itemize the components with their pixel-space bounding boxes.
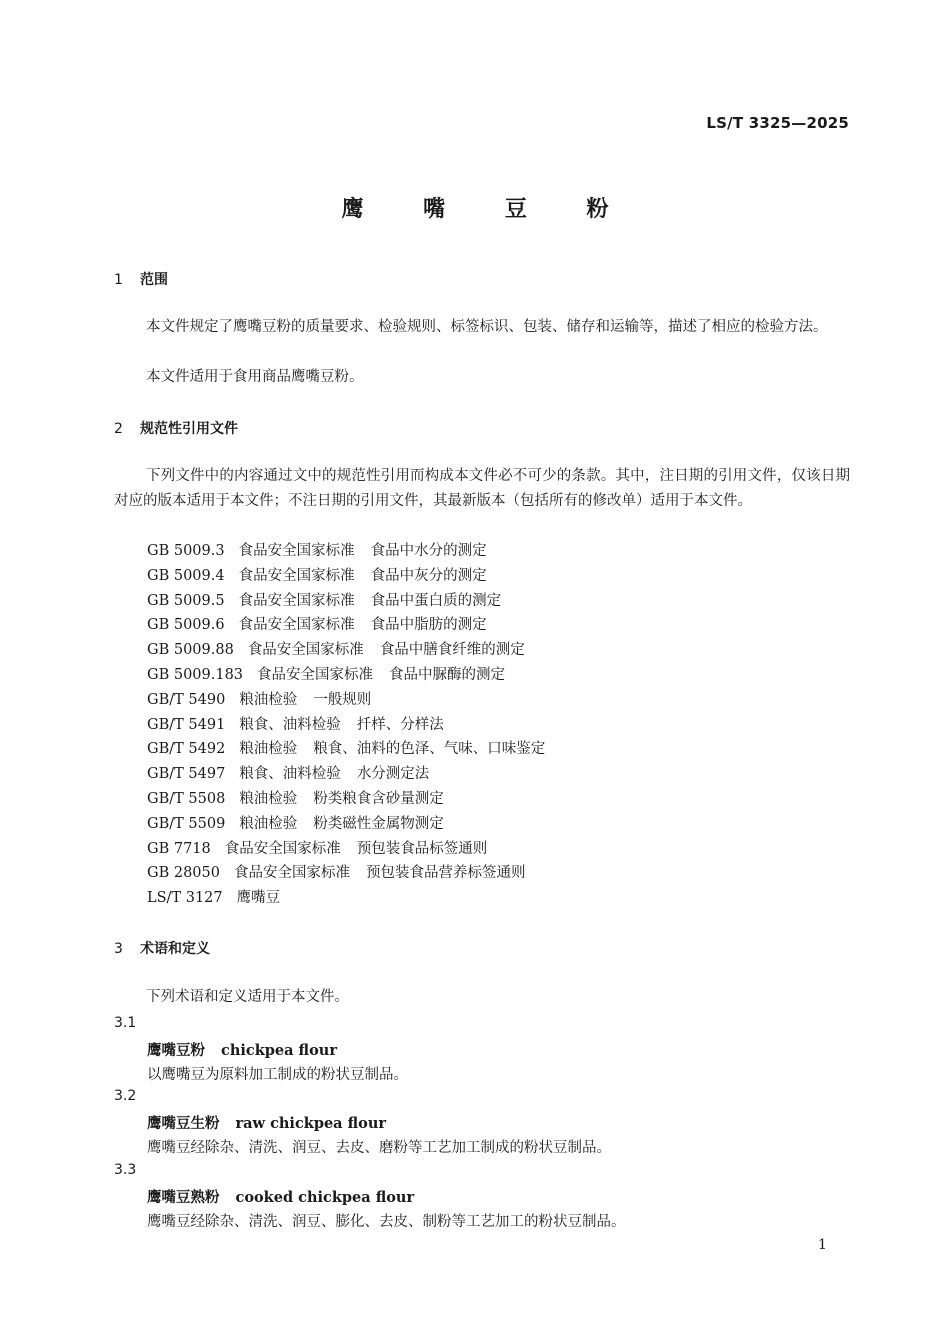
term-number: 3.1	[114, 1015, 137, 1031]
terms-intro-paragraph: 下列术语和定义适用于本文件。	[146, 989, 349, 1005]
reference-subtitle: 食品中脲酶的测定	[389, 666, 506, 683]
reference-subtitle: 粉类磁性金属物测定	[313, 815, 444, 832]
reference-title: 鹰嘴豆	[236, 890, 281, 907]
reference-code: GB/T 5490	[147, 691, 226, 708]
section-heading-scope	[114, 269, 168, 289]
list-item	[147, 787, 545, 812]
list-item	[147, 638, 545, 663]
term-entry	[147, 1112, 386, 1133]
page-number: 1	[818, 1237, 827, 1253]
term-entry	[147, 1186, 414, 1207]
term-english: cooked chickpea flour	[235, 1189, 415, 1206]
list-item	[147, 713, 545, 738]
reference-title: 粮食、油料检验	[239, 716, 341, 733]
reference-code: GB/T 5492	[147, 741, 226, 758]
term-chinese: 鹰嘴豆生粉	[147, 1116, 220, 1132]
term-definition: 鹰嘴豆经除杂、清洗、润豆、去皮、磨粉等工艺加工制成的粉状豆制品。	[147, 1140, 611, 1156]
term-number: 3.2	[114, 1088, 137, 1104]
reference-code: GB 5009.183	[147, 666, 244, 683]
section-number: 2	[114, 421, 123, 437]
document-title: 鹰 嘴 豆 粉	[341, 197, 635, 222]
reference-code: GB 5009.3	[147, 543, 225, 559]
reference-title: 粮油检验	[239, 691, 298, 708]
scope-paragraph: 本文件规定了鹰嘴豆粉的质量要求、检验规则、标签标识、包装、储存和运输等，描述了相应的检验方法。	[146, 319, 828, 335]
list-item	[147, 762, 545, 787]
reference-subtitle: 粉类粮食含砂量测定	[313, 790, 444, 807]
reference-subtitle: 一般规则	[313, 691, 372, 708]
reference-code: GB/T 5508	[147, 790, 226, 807]
term-chinese: 鹰嘴豆粉	[147, 1043, 205, 1059]
reference-code: GB/T 5497	[147, 766, 226, 783]
reference-title: 粮油检验	[239, 790, 298, 807]
reference-code: GB/T 5509	[147, 815, 226, 832]
reference-title: 食品安全国家标准	[238, 567, 355, 584]
list-item	[147, 539, 545, 564]
term-definition: 以鹰嘴豆为原料加工制成的粉状豆制品。	[147, 1067, 408, 1083]
reference-title: 粮食、油料检验	[239, 766, 341, 783]
scope-applicability-paragraph: 本文件适用于食用商品鹰嘴豆粉。	[146, 369, 364, 385]
list-item	[147, 663, 545, 688]
reference-subtitle: 食品中脂肪的测定	[370, 617, 487, 634]
reference-code: GB 5009.6	[147, 617, 225, 634]
list-item	[147, 737, 545, 762]
term-english: raw chickpea flour	[235, 1115, 387, 1132]
reference-code: GB/T 5491	[147, 716, 226, 733]
reference-title: 食品安全国家标准	[238, 592, 355, 609]
reference-subtitle: 水分测定法	[356, 766, 430, 783]
reference-subtitle: 食品中膳食纤维的测定	[379, 642, 525, 659]
section-title: 范围	[140, 272, 168, 288]
standard-code: LS/T 3325—2025	[706, 114, 849, 132]
term-english: chickpea flour	[221, 1042, 337, 1059]
reference-title: 食品安全国家标准	[238, 617, 355, 634]
term-definition: 鹰嘴豆经除杂、清洗、润豆、膨化、去皮、制粉等工艺加工的粉状豆制品。	[147, 1214, 626, 1230]
reference-title: 食品安全国家标准	[224, 840, 341, 857]
reference-list	[147, 539, 545, 911]
reference-subtitle: 食品中蛋白质的测定	[370, 592, 502, 609]
reference-code: LS/T 3127	[147, 890, 223, 907]
reference-subtitle: 预包装食品营养标签通则	[365, 865, 526, 882]
list-item	[147, 812, 545, 837]
reference-title: 食品安全国家标准	[233, 865, 350, 882]
section-title: 规范性引用文件	[140, 421, 238, 437]
reference-subtitle: 预包装食品标签通则	[356, 840, 488, 857]
reference-title: 粮油检验	[239, 815, 298, 832]
section-number: 1	[114, 272, 123, 288]
section-number: 3	[114, 941, 123, 957]
section-title: 术语和定义	[140, 941, 210, 957]
reference-subtitle: 食品中水分的测定	[370, 543, 487, 559]
references-intro-paragraph: 下列文件中的内容通过文中的规范性引用而构成本文件必不可少的条款。其中，注日期的引用文件，仅该日期对应的版本适用于本文件；不注日期的引用文件，其最新版本（包括所有的修改单）适用于本文件。	[114, 468, 850, 509]
term-chinese: 鹰嘴豆熟粉	[147, 1190, 220, 1206]
reference-title: 食品安全国家标准	[247, 642, 364, 659]
reference-title: 食品安全国家标准	[257, 666, 374, 683]
reference-code: GB 5009.88	[147, 642, 234, 659]
list-item	[147, 564, 545, 589]
reference-code: GB 7718	[147, 840, 211, 857]
reference-title: 食品安全国家标准	[238, 543, 355, 559]
list-item	[147, 886, 545, 911]
list-item	[147, 613, 545, 638]
reference-subtitle: 食品中灰分的测定	[370, 567, 487, 584]
section-heading-terms-definitions	[114, 938, 210, 958]
reference-title: 粮油检验	[239, 741, 298, 758]
reference-subtitle: 扦样、分样法	[356, 716, 444, 733]
term-entry	[147, 1039, 337, 1060]
list-item	[147, 837, 545, 862]
list-item	[147, 589, 545, 614]
term-number: 3.3	[114, 1162, 137, 1178]
reference-code: GB 5009.5	[147, 592, 225, 609]
list-item	[147, 688, 545, 713]
list-item	[147, 861, 545, 886]
reference-code: GB 28050	[147, 865, 220, 882]
section-heading-normative-references	[114, 418, 238, 438]
reference-subtitle: 粮食、油料的色泽、气味、口味鉴定	[313, 741, 546, 758]
reference-code: GB 5009.4	[147, 567, 225, 584]
